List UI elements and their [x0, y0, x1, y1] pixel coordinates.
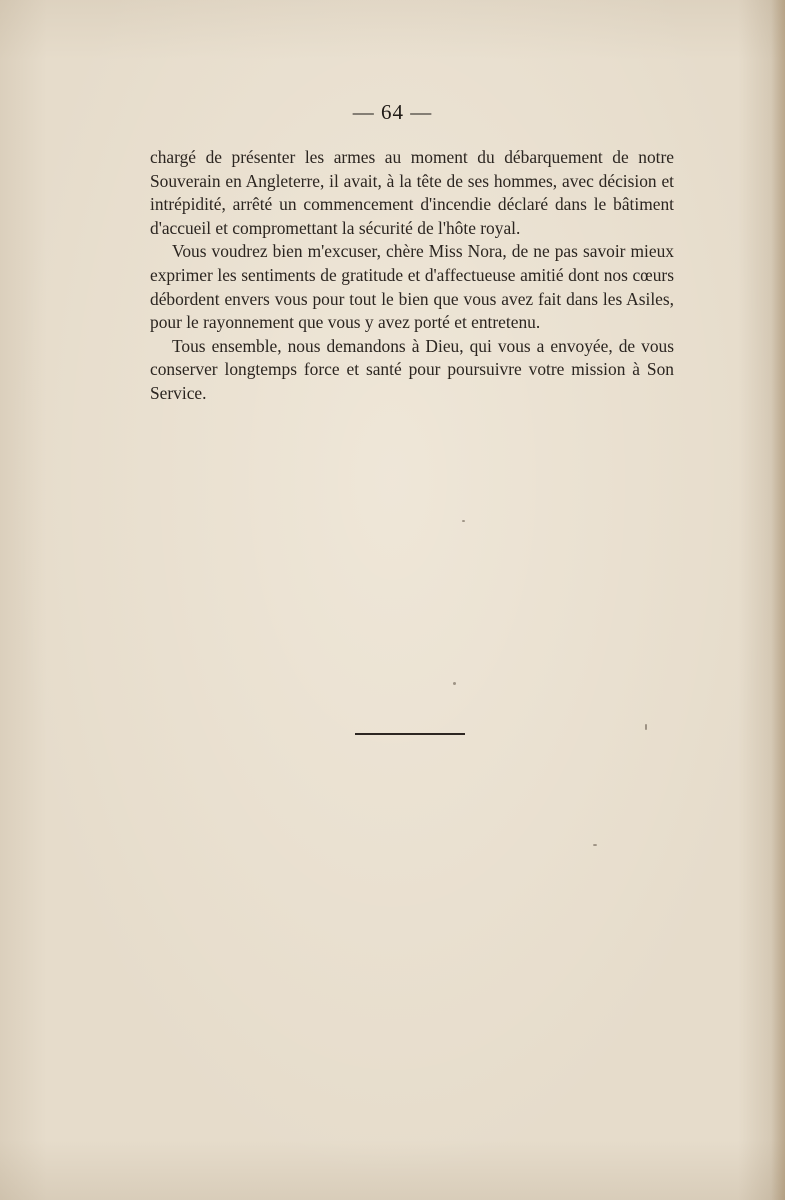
paragraph-closing: Tous ensemble, nous demandons à Dieu, qui vous a envoyée, de vous conserver longtemps force et santé pour poursuivre votre mission à Son Service. [150, 335, 674, 403]
paragraph-continuation: chargé de présenter les armes au moment du débarquement de notre Souverain en Angleterre, il avait, à la tête de ses hommes, avec décision et intrépidité, arrêté un commencement d'incendie déclaré dans le bâtiment d'accueil et compromettant la sécurité de l'hôte royal. [150, 147, 674, 238]
paper-speck [645, 724, 647, 730]
section-end-rule [355, 733, 465, 735]
paper-speck [462, 520, 465, 522]
paper-speck [593, 844, 597, 846]
page-number: — 64 — [352, 100, 433, 124]
page-edge-shadow [771, 0, 785, 1200]
paragraph-gratitude: Vous voudrez bien m'excuser, chère Miss Nora, de ne pas savoir mieux exprimer les sentiments de gratitude et d'affectueuse amitié dont nos cœurs débordent envers vous pour tout le bien que vous avez fait dans les Asiles, pour le rayonnement que vous y avez porté et entretenu. [150, 241, 674, 333]
body-text [150, 146, 674, 406]
paper-speck [453, 682, 456, 685]
